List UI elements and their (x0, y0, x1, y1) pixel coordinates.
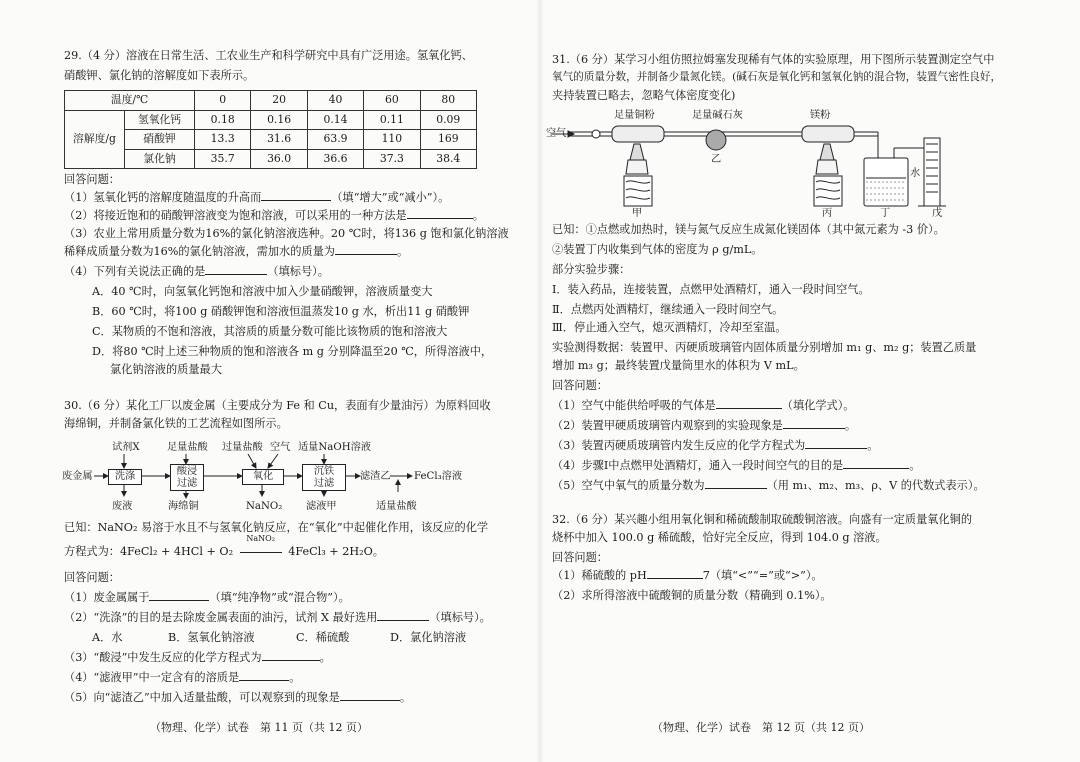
table-cell: 0.09 (420, 110, 476, 130)
q31-answer-prompt: 回答问题： (552, 379, 608, 392)
temp-60: 60 (364, 91, 420, 111)
temp-20: 20 (251, 91, 307, 111)
q30-intro-1: 30.（6 分）某化工厂以废金属（主要成分为 Fe 和 Cu，表面有少量油污）为原料回收 (64, 399, 491, 412)
q31-s4-tail: 。 (909, 459, 921, 473)
q30-s4-text: （4）“滤液甲”中一定含有的溶质是 (64, 671, 240, 685)
q30-sub-5 (64, 690, 411, 707)
table-cell: 35.7 (195, 149, 251, 169)
temp-header: 温度/℃ (65, 91, 195, 111)
q32-intro-1: 32.（6 分）某兴趣小组用氧化铜和稀硫酸制取硫酸铜溶液。向盛有一定质量氧化铜的 (552, 513, 973, 526)
q30-option-a: A．水 (92, 631, 123, 644)
table-row (65, 130, 477, 150)
table-cell: 110 (364, 130, 420, 150)
q31-s4-text: （4）步骤Ⅰ中点燃甲处酒精灯，通入一段时间空气的目的是 (552, 459, 844, 473)
q30-s4-tail: 。 (289, 671, 301, 685)
table-cell: 37.3 (364, 149, 420, 169)
apparatus-d-label: 丁 (880, 208, 891, 219)
apparatus-drawing (548, 108, 978, 220)
flow-step-acid-leach-b: 过滤 (176, 477, 198, 489)
q30-s1-tail: （填“纯净物”或“混合物”）。 (209, 591, 350, 605)
q32-sub-2: （2）求所得溶液中硫酸铜的质量分数（精确到 0.1%）。 (552, 589, 832, 602)
q30-s3-tail: 。 (319, 651, 331, 665)
q29-s4-blank[interactable] (205, 264, 267, 275)
q31-data-2: 增加 m₃ g；最终装置戊量筒里水的体积为 V mL。 (552, 359, 805, 372)
q30-sub-4 (64, 670, 300, 687)
q29-option-a: A．40 ℃时，向氢氧化钙饱和溶液中加入少量硝酸钾，溶液质量变大 (92, 285, 433, 298)
q30-s2-text: （2）“洗涤”的目的是去除废金属表面的油污，试剂 X 最好选用 (64, 611, 378, 625)
q30-sub-1 (64, 590, 350, 607)
q31-s1-tail: （填化学式）。 (781, 399, 855, 413)
q31-s5-tail: （用 m₁、m₂、m₃、ρ、V 的代数式表示）。 (766, 479, 985, 493)
page-footer-12: （物理、化学）试卷 第 12 页（共 12 页） (652, 721, 870, 734)
substance-name: 硝酸钾 (125, 130, 195, 150)
q29-s1-blank[interactable] (261, 190, 331, 201)
q32-s1-tail: 7（填“<”“=”或“>”）。 (702, 569, 823, 583)
q30-s2-blank[interactable] (377, 610, 429, 621)
q30-sub-2 (64, 610, 491, 627)
q30-eq-left: 方程式为：4FeCl₂ + 4HCl + O₂ (64, 545, 234, 558)
q29-s2-text: （2）将接近饱和的硝酸钾溶液变为饱和溶液，可以采用的一种方法是 (64, 209, 407, 223)
q30-sub-3 (64, 650, 331, 667)
q29-s4-tail: （填标号）。 (267, 265, 329, 279)
table-cell: 0.16 (251, 110, 307, 130)
q29-s3-blank[interactable] (335, 244, 397, 255)
q31-s2-tail: 。 (844, 419, 857, 433)
solubility-table (64, 90, 477, 169)
q31-intro-3: 夹持装置已略去，忽略气体密度变化) (552, 89, 736, 102)
apparatus-water-label: 水 (910, 168, 921, 179)
q31-step-3: Ⅲ．停止通入空气，熄灭酒精灯，冷却至室温。 (552, 321, 787, 334)
q30-eq-arrow (237, 534, 285, 561)
apparatus-c-label: 丙 (822, 208, 833, 219)
q30-answer-prompt: 回答问题： (64, 571, 120, 584)
process-flow-diagram (62, 436, 482, 516)
q29-answer-prompt: 回答问题： (64, 173, 120, 186)
q29-sub-4 (64, 264, 329, 281)
table-cell: 0.11 (364, 110, 420, 130)
q31-intro-1: 31.（6 分）某学习小组仿照拉姆塞发现稀有气体的实验原理，用下图所示装置测定空气中 (552, 53, 995, 66)
q29-s4-text: （4）下列有关说法正确的是 (64, 265, 206, 279)
q30-intro-2: 海绵铜，并制备氯化铁的工艺流程如图所示。 (64, 417, 288, 430)
apparatus-air-label: 空气 (546, 128, 567, 139)
q30-eq-line (240, 552, 282, 553)
q31-step-1: Ⅰ．装入药品，连接装置，点燃甲处酒精灯，通入一段时间空气。 (552, 283, 870, 296)
table-cell: 0.14 (307, 110, 363, 130)
apparatus-copper-label: 足量铜粉 (614, 110, 655, 121)
apparatus-soda-lime-label: 足量碱石灰 (692, 110, 743, 121)
q29-s1-tail: （填“增大”或“减小”）。 (331, 191, 450, 205)
flow-reagent-air: 空气 (270, 442, 291, 453)
table-cell: 63.9 (307, 130, 363, 150)
q30-option-d: D．氯化钠溶液 (390, 631, 467, 644)
q30-s4-blank[interactable] (239, 670, 289, 681)
temp-80: 80 (420, 91, 476, 111)
q31-data-1: 实验测得数据：装置甲、丙硬质玻璃管内固体质量分别增加 m₁ g、m₂ g；装置乙质量 (552, 341, 977, 354)
q30-option-c: C．稀硫酸 (296, 631, 350, 644)
q29-s2-blank[interactable] (407, 208, 473, 219)
apparatus-b-label: 乙 (711, 154, 722, 165)
q29-s1-text: （1）氢氧化钙的溶解度随温度的升高而 (64, 191, 262, 205)
table-cell: 36.0 (251, 149, 307, 169)
q32-intro-2: 烧杯中加入 100.0 g 稀硫酸，恰好完全反应，得到 104.0 g 溶液。 (552, 531, 887, 544)
flow-residue-b: 滤渣乙 (360, 471, 391, 482)
flow-step-precipitate-b: 过滤 (313, 477, 335, 489)
flow-step-oxidize: 氧化 (242, 469, 284, 485)
apparatus-magnesium-label: 镁粉 (810, 110, 831, 121)
substance-name: 氢氧化钙 (125, 110, 195, 130)
table-header-row (65, 91, 477, 111)
q30-eq-right: 4FeCl₃ + 2H₂O。 (288, 545, 384, 558)
table-cell: 13.3 (195, 130, 251, 150)
q30-s3-blank[interactable] (262, 650, 320, 661)
q30-known-1: 已知：NaNO₂ 易溶于水且不与氢氧化钠反应，在“氧化”中起催化作用，该反应的化学 (64, 521, 489, 534)
q29-s3-text: 稀释成质量分数为16%的氯化钠溶液，需加水的质量为 (64, 245, 335, 259)
q29-s2-tail: 。 (472, 209, 484, 223)
q31-s3-tail: 。 (867, 439, 879, 453)
q30-s5-blank[interactable] (340, 690, 400, 701)
q30-equation (64, 534, 384, 561)
q31-s3-text: （3）装置丙硬质玻璃管内发生反应的化学方程式为 (552, 439, 806, 453)
flow-step-precipitate-a: 沉铁 (313, 466, 335, 477)
q31-s1-text: （1）空气中能供给呼吸的气体是 (552, 399, 716, 413)
flow-reagent-excess-hcl: 过量盐酸 (222, 442, 263, 453)
table-row (65, 110, 477, 130)
q30-eq-catalyst: NaNO₂ (246, 534, 275, 543)
q32-s1-text: （1）稀硫酸的 pH (552, 569, 647, 583)
apparatus-e-label: 戊 (932, 208, 943, 219)
flow-waste-liquid: 废液 (112, 501, 133, 512)
q31-known-2: ②装置丁内收集到气体的密度为 ρ g/mL。 (552, 243, 763, 256)
table-cell: 36.6 (307, 149, 363, 169)
q29-intro-1: 29.（4 分）溶液在日常生活、工农业生产和科学研究中具有广泛用途。氢氧化钙、 (64, 49, 473, 62)
table-cell: 169 (420, 130, 476, 150)
substance-name: 氯化钠 (125, 149, 195, 169)
q29-intro-2: 硝酸钾、氯化钠的溶解度如下表所示。 (64, 69, 255, 82)
q30-s1-text: （1）废金属属于 (64, 591, 150, 605)
q31-s5-text: （5）空气中氧气的质量分数为 (552, 479, 705, 493)
flow-start-label: 废金属 (62, 471, 93, 482)
q29-sub-1 (64, 190, 449, 207)
q29-option-b: B．60 ℃时，将100 g 硝酸钾饱和溶液恒温蒸发10 g 水，析出11 g 硝酸钾 (92, 305, 470, 318)
solubility-group-label: 溶解度/g (65, 110, 125, 169)
table-cell: 38.4 (420, 149, 476, 169)
q29-option-d-2: 氯化钠溶液的质量最大 (110, 363, 222, 376)
q29-option-c: C．某物质的不饱和溶液，其溶质的质量分数可能比该物质的饱和溶液大 (92, 325, 448, 338)
q31-step-2: Ⅱ．点燃丙处酒精灯，继续通入一段时间空气。 (552, 303, 784, 316)
flow-step-acid-leach (170, 464, 204, 491)
q29-sub-3-line2 (64, 244, 408, 261)
flow-step-acid-leach-a: 酸浸 (176, 466, 198, 477)
apparatus-a-label: 甲 (632, 208, 643, 219)
q30-s3-text: （3）“酸浸”中发生反应的化学方程式为 (64, 651, 262, 665)
q30-s1-blank[interactable] (149, 590, 209, 601)
q29-option-d-1: D．将80 ℃时上述三种物质的饱和溶液各 m g 分别降温至20 ℃，所得溶液中， (92, 345, 493, 358)
q29-sub-2 (64, 208, 484, 225)
flow-reagent-hcl: 足量盐酸 (167, 442, 208, 453)
q29-sub-3-line1: （3）农业上常用质量分数为16%的氯化钠溶液选种。20 ℃时，将136 g 饱和氯化钠溶液 (64, 227, 509, 240)
flow-step-wash: 洗涤 (108, 469, 142, 485)
page-footer-11: （物理、化学）试卷 第 11 页（共 12 页） (150, 721, 368, 734)
flow-nano2: NaNO₂ (246, 501, 283, 512)
q30-s5-text: （5）向“滤渣乙”中加入适量盐酸，可以观察到的现象是 (64, 691, 340, 705)
q30-s5-tail: 。 (399, 691, 412, 705)
q31-known-1: 已知：①点燃或加热时，镁与氮气反应生成氮化镁固体（其中氮元素为 -3 价）。 (552, 223, 945, 236)
table-cell: 31.6 (251, 130, 307, 150)
temp-40: 40 (307, 91, 363, 111)
flow-step-precipitate (302, 464, 346, 491)
table-cell: 0.18 (195, 110, 251, 130)
q30-s2-tail: （填标号）。 (429, 611, 491, 625)
flow-reagent-naoh: 适量NaOH溶液 (298, 442, 371, 453)
flow-sponge-copper: 海绵铜 (168, 501, 199, 512)
experiment-apparatus (548, 108, 978, 220)
flow-filtrate-a: 滤液甲 (306, 501, 337, 512)
flow-final-product: FeCl₃溶液 (414, 471, 463, 482)
flow-reagent-hcl-appropriate: 适量盐酸 (376, 501, 417, 512)
temp-0: 0 (195, 91, 251, 111)
q32-answer-prompt: 回答问题： (552, 551, 608, 564)
q30-option-b: B．氢氧化钠溶液 (168, 631, 255, 644)
q31-intro-2: 氧气的质量分数，并制备少量氮化镁。(碱石灰是氧化钙和氢氧化钠的混合物，装置气密性良好， (552, 71, 1002, 83)
flow-reagent-x: 试剂X (112, 442, 140, 453)
q29-s3-tail: 。 (397, 245, 409, 259)
q31-steps-title: 部分实验步骤： (552, 263, 631, 276)
q31-s2-text: （2）装置甲硬质玻璃管内观察到的实验现象是 (552, 419, 783, 433)
table-row (65, 149, 477, 169)
